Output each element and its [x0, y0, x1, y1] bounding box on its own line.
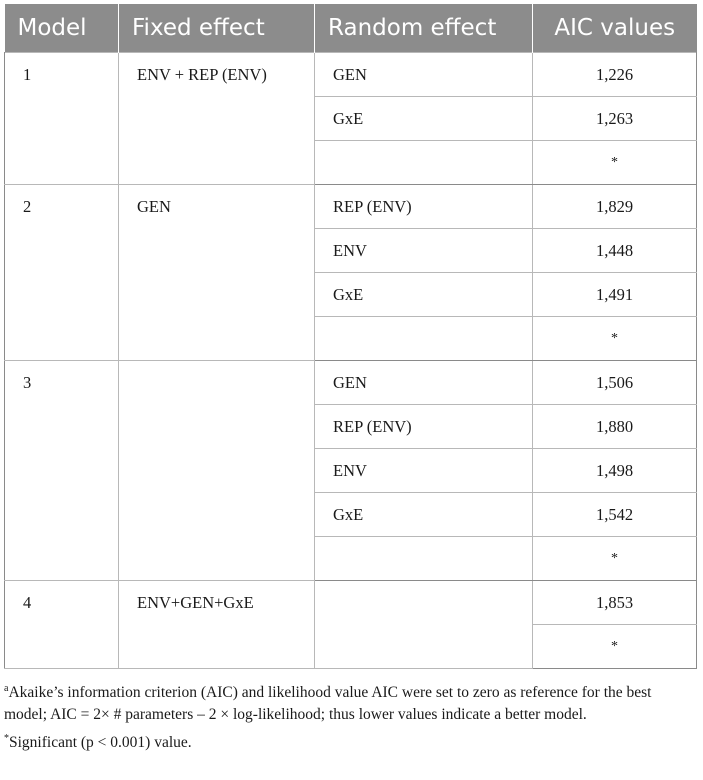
- model-cell: 3: [5, 361, 119, 581]
- significance-marker: *: [533, 537, 697, 581]
- aic-value-cell: 1,829: [533, 185, 697, 229]
- random-effect-cell: GxE: [315, 493, 533, 537]
- header-aic-values: AIC values: [533, 4, 697, 53]
- table-row: [5, 53, 697, 97]
- random-effect-cell: ENV: [315, 229, 533, 273]
- aic-value-cell: 1,853: [533, 581, 697, 625]
- aic-value-cell: 1,880: [533, 405, 697, 449]
- random-effect-cell: GEN: [315, 361, 533, 405]
- random-effect-cell: GxE: [315, 97, 533, 141]
- table-row: [5, 581, 697, 625]
- random-effect-cell: REP (ENV): [315, 185, 533, 229]
- aic-value-cell: 1,448: [533, 229, 697, 273]
- table-row: [5, 361, 697, 405]
- header-random-effect: Random effect: [315, 4, 533, 53]
- random-effect-cell: REP (ENV): [315, 405, 533, 449]
- fixed-effect-cell: ENV+GEN+GxE: [119, 581, 315, 669]
- random-effect-cell: ENV: [315, 449, 533, 493]
- random-effect-cell: [315, 317, 533, 361]
- table-row: [5, 185, 697, 229]
- footnote-a: [4, 678, 696, 726]
- aic-value-cell: 1,542: [533, 493, 697, 537]
- model-cell: 4: [5, 581, 119, 669]
- random-effect-cell: GxE: [315, 273, 533, 317]
- table-footnotes: [4, 678, 696, 756]
- fixed-effect-cell: [119, 361, 315, 581]
- aic-value-cell: 1,263: [533, 97, 697, 141]
- random-effect-cell: [315, 141, 533, 185]
- random-effect-cell: GEN: [315, 53, 533, 97]
- table-header-row: [5, 4, 697, 53]
- fixed-effect-cell: GEN: [119, 185, 315, 361]
- aic-value-cell: 1,498: [533, 449, 697, 493]
- fixed-effect-cell: ENV + REP (ENV): [119, 53, 315, 185]
- header-fixed-effect: Fixed effect: [119, 4, 315, 53]
- header-model: Model: [5, 4, 119, 53]
- random-effect-cell: [315, 581, 533, 669]
- footnote-star-text: Significant (p < 0.001) value.: [9, 734, 192, 751]
- significance-marker: *: [533, 625, 697, 669]
- footnote-a-text: Akaike’s information criterion (AIC) and likelihood value AIC were set to zero as reference for the best model; AIC = 2× # parameters – 2 × log-likelihood; thus lower values indicate a better model.: [4, 684, 652, 723]
- footnote-star-marker: *: [4, 733, 9, 744]
- model-cell: 2: [5, 185, 119, 361]
- aic-value-cell: 1,491: [533, 273, 697, 317]
- significance-marker: *: [533, 317, 697, 361]
- aic-value-cell: 1,226: [533, 53, 697, 97]
- aic-value-cell: 1,506: [533, 361, 697, 405]
- random-effect-cell: [315, 537, 533, 581]
- model-cell: 1: [5, 53, 119, 185]
- significance-marker: *: [533, 141, 697, 185]
- footnote-significance: [4, 728, 696, 754]
- footnote-a-marker: a: [4, 683, 9, 694]
- aic-model-table: [4, 4, 697, 669]
